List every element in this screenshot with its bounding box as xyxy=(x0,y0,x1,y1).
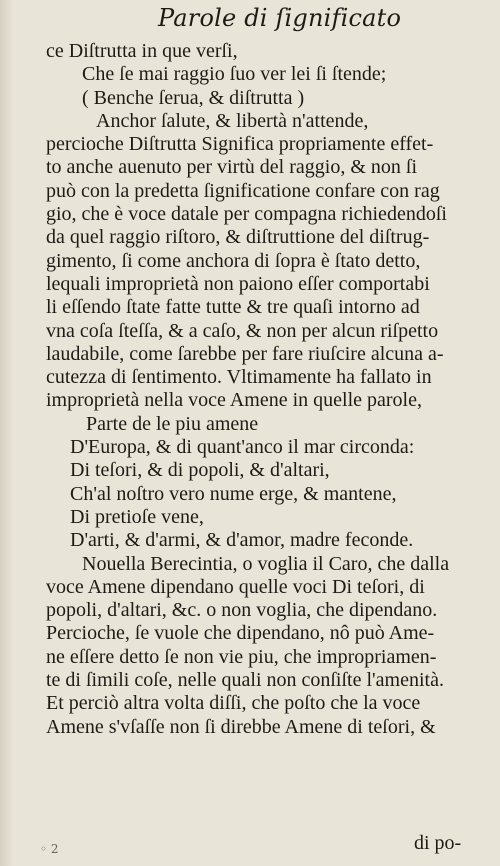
running-title: Parole di ſignificato xyxy=(158,4,402,32)
text-line: Et perciò altra volta diſſi, che poſto che la voce xyxy=(46,692,421,715)
text-line: li eſſendo ſtate fatte tutte & tre quaſi intorno ad xyxy=(46,296,420,319)
text-line: gimento, ſi come anchora di ſopra è ſtato detto, xyxy=(46,249,421,272)
text-line: vna coſa ſteſſa, & a caſo, & non per alcun riſpetto xyxy=(46,319,439,342)
text-line: può con la predetta ſignificatione confare con rag xyxy=(46,179,440,202)
text-line: Di teſori, & di popoli, & d'altari, xyxy=(70,459,330,482)
text-line: to anche auenuto per virtù del raggio, & non ſi xyxy=(46,156,418,179)
text-line: cutezza di ſentimento. Vltimamente ha fallato in xyxy=(46,366,432,389)
text-line: percioche Diſtrutta Significa propriamente effet- xyxy=(46,133,434,156)
text-line: D'Europa, & di quant'anco il mar circonda: xyxy=(70,436,415,459)
signature-mark: ◦ 2 xyxy=(40,842,59,856)
text-line: gio, che è voce datale per compagna richiedendoſi xyxy=(46,203,447,226)
text-line: D'arti, & d'armi, & d'amor, madre feconde. xyxy=(70,529,414,552)
text-line: Di pretioſe vene, xyxy=(70,505,204,528)
text-line: lequali improprietà non paiono eſſer comportabi xyxy=(46,272,430,295)
text-line: Nouella Berecintia, o voglia il Caro, che dalla xyxy=(82,552,450,575)
text-line: Parte de le piu amene xyxy=(86,412,259,435)
text-line: ne eſſere detto ſe non vie piu, che impropriamen- xyxy=(46,645,437,668)
text-line: ( Benche ſerua, & diſtrutta ) xyxy=(82,86,305,109)
catchword: di po- xyxy=(414,832,462,854)
text-line: te di ſimili coſe, nelle quali non conſiſte l'amenità. xyxy=(46,669,444,692)
text-line: Amene s'vſaſſe non ſi direbbe Amene di teſori, & xyxy=(46,715,436,738)
text-line: popoli, d'altari, &c. o non voglia, che dipendano. xyxy=(46,599,438,622)
text-line: Ch'al noſtro vero nume erge, & mantene, xyxy=(70,482,397,505)
text-line: Percioche, ſe vuole che dipendano, nô può Ame- xyxy=(46,622,435,645)
text-line: laudabile, come ſarebbe per fare riuſcire alcuna a- xyxy=(46,342,444,365)
text-line: ce Diſtrutta in que verſi, xyxy=(46,40,238,62)
body-text xyxy=(0,40,500,739)
text-line: improprietà nella voce Amene in quelle parole, xyxy=(46,389,422,412)
text-line: Anchor ſalute, & libertà n'attende, xyxy=(96,109,369,132)
text-line: Che ſe mai raggio ſuo ver lei ſi ſtende; xyxy=(82,63,387,86)
text-line: voce Amene dipendano quelle voci Di teſori, di xyxy=(46,575,425,598)
text-line: da quel raggio riſtoro, & diſtruttione del diſtrug- xyxy=(46,226,430,249)
